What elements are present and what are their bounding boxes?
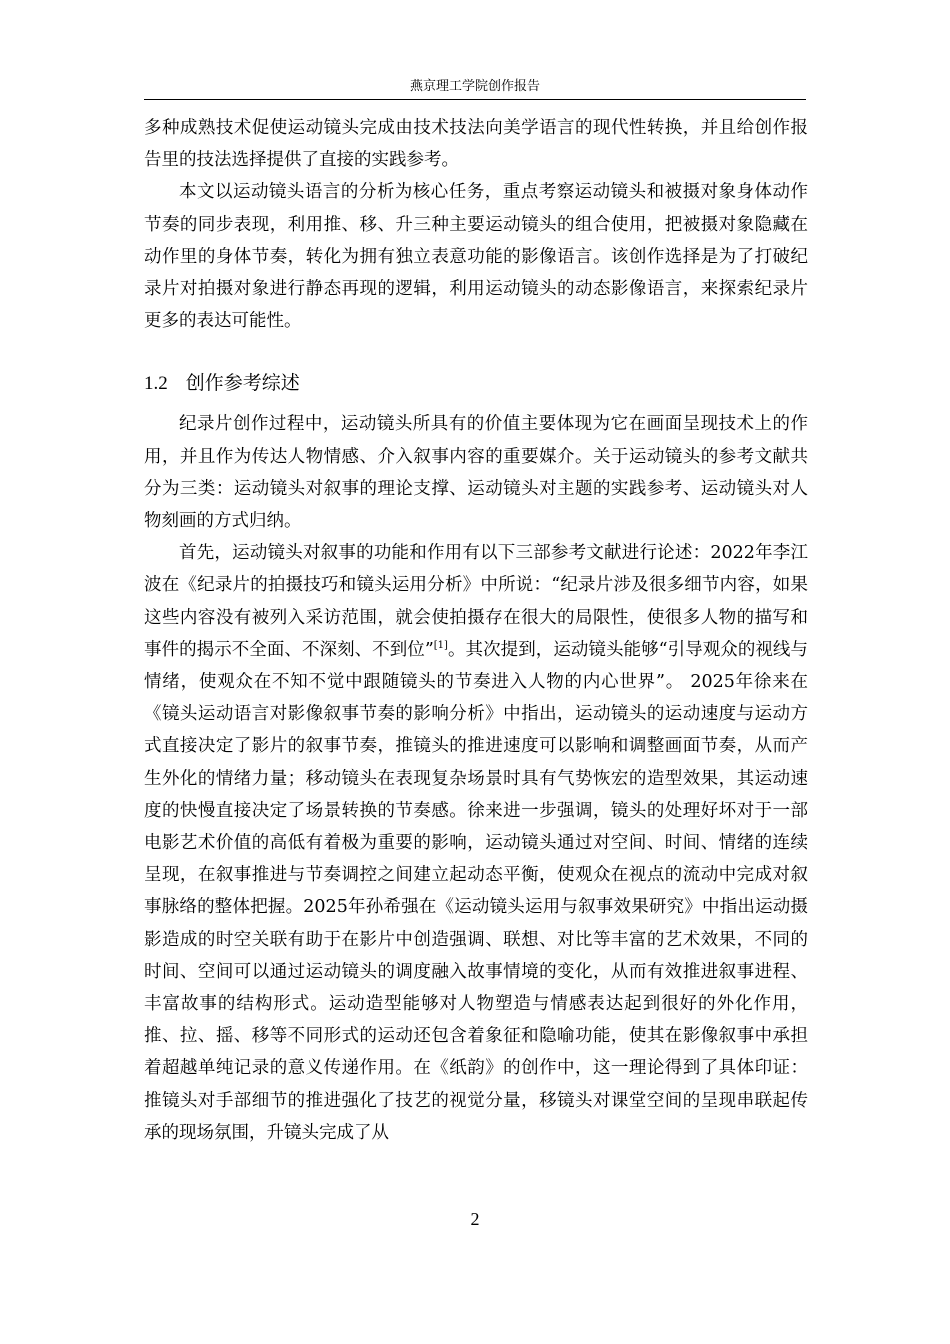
section-number: 1.2 xyxy=(144,373,168,395)
section-heading xyxy=(144,367,808,400)
paragraph-text-before-citation: 首先，运动镜头对叙事的功能和作用有以下三部参考文献进行论述：2022年李江波在《纪录片的拍摄技巧和镜头运用分析》中所说：“纪录片涉及很多细节内容，如果这些内容没有被列入采访范围，就会使拍摄存在很大的局限性，使很多人物的描写和事件的揭示不全面、不深刻、不到位” xyxy=(144,543,808,660)
page-body xyxy=(144,112,808,1149)
paragraph-continued: 多种成熟技术促使运动镜头完成由技术技法向美学语言的现代性转换，并且给创作报告里的技法选择提供了直接的实践参考。 xyxy=(144,118,808,171)
paragraph-references xyxy=(144,537,808,1149)
page-number: 2 xyxy=(470,1209,480,1229)
paragraph-task: 本文以运动镜头语言的分析为核心任务，重点考察运动镜头和被摄对象身体动作节奏的同步表现，利用推、移、升三种主要运动镜头的组合使用，把被摄对象隐藏在动作里的身体节奏，转化为拥有独立表意功能的影像语言。该创作选择是为了打破纪录片对拍摄对象进行静态再现的逻辑，利用运动镜头的动态影像语言，来探索纪录片更多的表达可能性。 xyxy=(144,182,808,332)
citation-marker: [1] xyxy=(433,639,448,651)
page-header: 燕京理工学院创作报告 xyxy=(409,79,540,94)
paragraph-intro: 纪录片创作过程中，运动镜头所具有的价值主要体现为它在画面呈现技术上的作用，并且作为传达人物情感、介入叙事内容的重要媒介。关于运动镜头的参考文献共分为三类：运动镜头对叙事的理论支撑、运动镜头对主题的实践参考、运动镜头对人物刻画的方式归纳。 xyxy=(144,414,808,532)
header-divider xyxy=(144,99,806,100)
paragraph-text-after-citation: 。其次提到，运动镜头能够“引导观众的视线与情绪，使观众在不知不觉中跟随镜头的节奏进入人物的内心世界”。 2025年徐来在《镜头运动语言对影像叙事节奏的影响分析》中指出，运动镜头的运动速度与运动方式直接决定了影片的叙事节奏，推镜头的推进速度可以影响和调整画面节奏，从而产生外化的情绪力量；移动镜头在表现复杂场景时具有气势恢宏的造型效果，其运动速度的快慢直接决定了场景转换的节奏感。徐来进一步强调，镜头的处理好坏对于一部电影艺术价值的高低有着极为重要的影响，运动镜头通过对空间、时间、情绪的连续呈现，在叙事推进与节奏调控之间建立起动态平衡，使观众在视点的流动中完成对叙事脉络的整体把握。2025年孙希强在《运动镜头运用与叙事效果研究》中指出运动摄影造成的时空关联有助于在影片中创造强调、联想、对比等丰富的艺术效果，不同的时间、空间可以通过运动镜头的调度融入故事情境的变化，从而有效推进叙事进程、丰富故事的结构形式。运动造型能够对人物塑造与情感表达起到很好的外化作用，推、拉、摇、移等不同形式的运动还包含着象征和隐喻功能，使其在影像叙事中承担着超越单纯记录的意义传递作用。在《纸韵》的创作中，这一理论得到了具体印证：推镜头对手部细节的推进强化了技艺的视觉分量，移镜头对课堂空间的呈现串联起传承的现场氛围，升镜头完成了从 xyxy=(144,639,808,1143)
section-title: 创作参考综述 xyxy=(185,372,300,395)
